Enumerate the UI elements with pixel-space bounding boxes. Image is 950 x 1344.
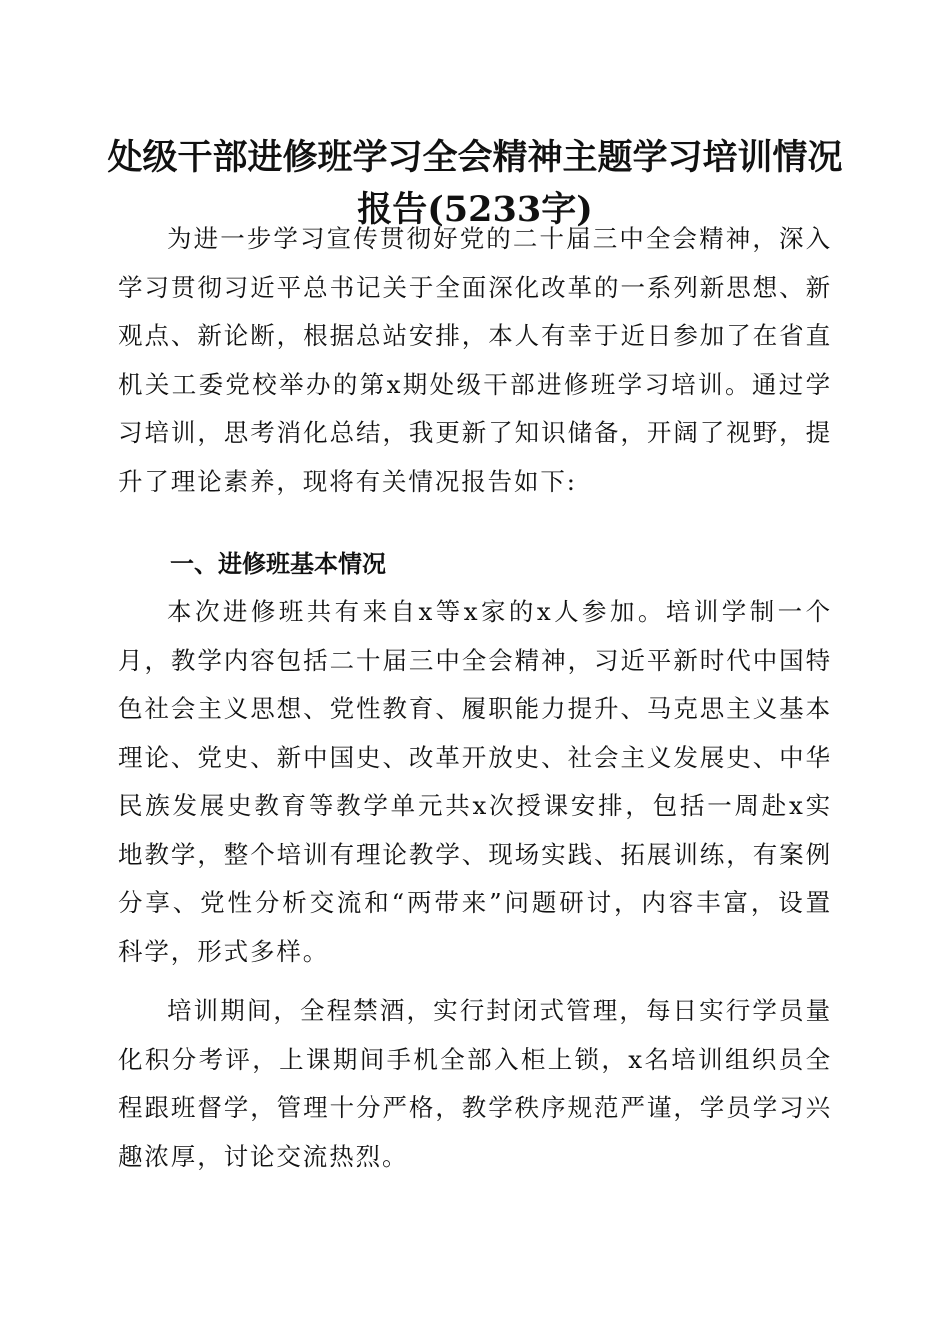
section-heading: 一、进修班基本情况: [170, 550, 386, 578]
intro-paragraph: 为进一步学习宣传贯彻好党的二十届三中全会精神，深入学习贯彻习近平总书记关于全面深化改革的一系列新思想、新观点、新论断，根据总站安排，本人有幸于近日参加了在省直机关工委党校举办的第x期处级干部进修班学习培训。通过学习培训，思考消化总结，我更新了知识储备，开阔了视野，提升了理论素养，现将有关情况报告如下:: [118, 224, 832, 496]
basic-info-paragraph: 本次进修班共有来自x等x家的x人参加。培训学制一个月，教学内容包括二十届三中全会精神，习近平新时代中国特色社会主义思想、党性教育、履职能力提升、马克思主义基本理论、党史、新中国史、改革开放史、社会主义发展史、中华民族发展史教育等教学单元共x次授课安排，包括一周赴x实地教学，整个培训有理论教学、现场实践、拓展训练，有案例分享、党性分析交流和“两带来”问题研讨，内容丰富，设置科学，形式多样。: [118, 597, 832, 966]
management-paragraph: 培训期间，全程禁酒，实行封闭式管理，每日实行学员量化积分考评，上课期间手机全部入柜上锁，x名培训组织员全程跟班督学，管理十分严格，教学秩序规范严谨，学员学习兴趣浓厚，讨论交流热烈。: [118, 996, 832, 1171]
document-title: 处级干部进修班学习全会精神主题学习培训情况报告(5233字): [107, 137, 843, 230]
